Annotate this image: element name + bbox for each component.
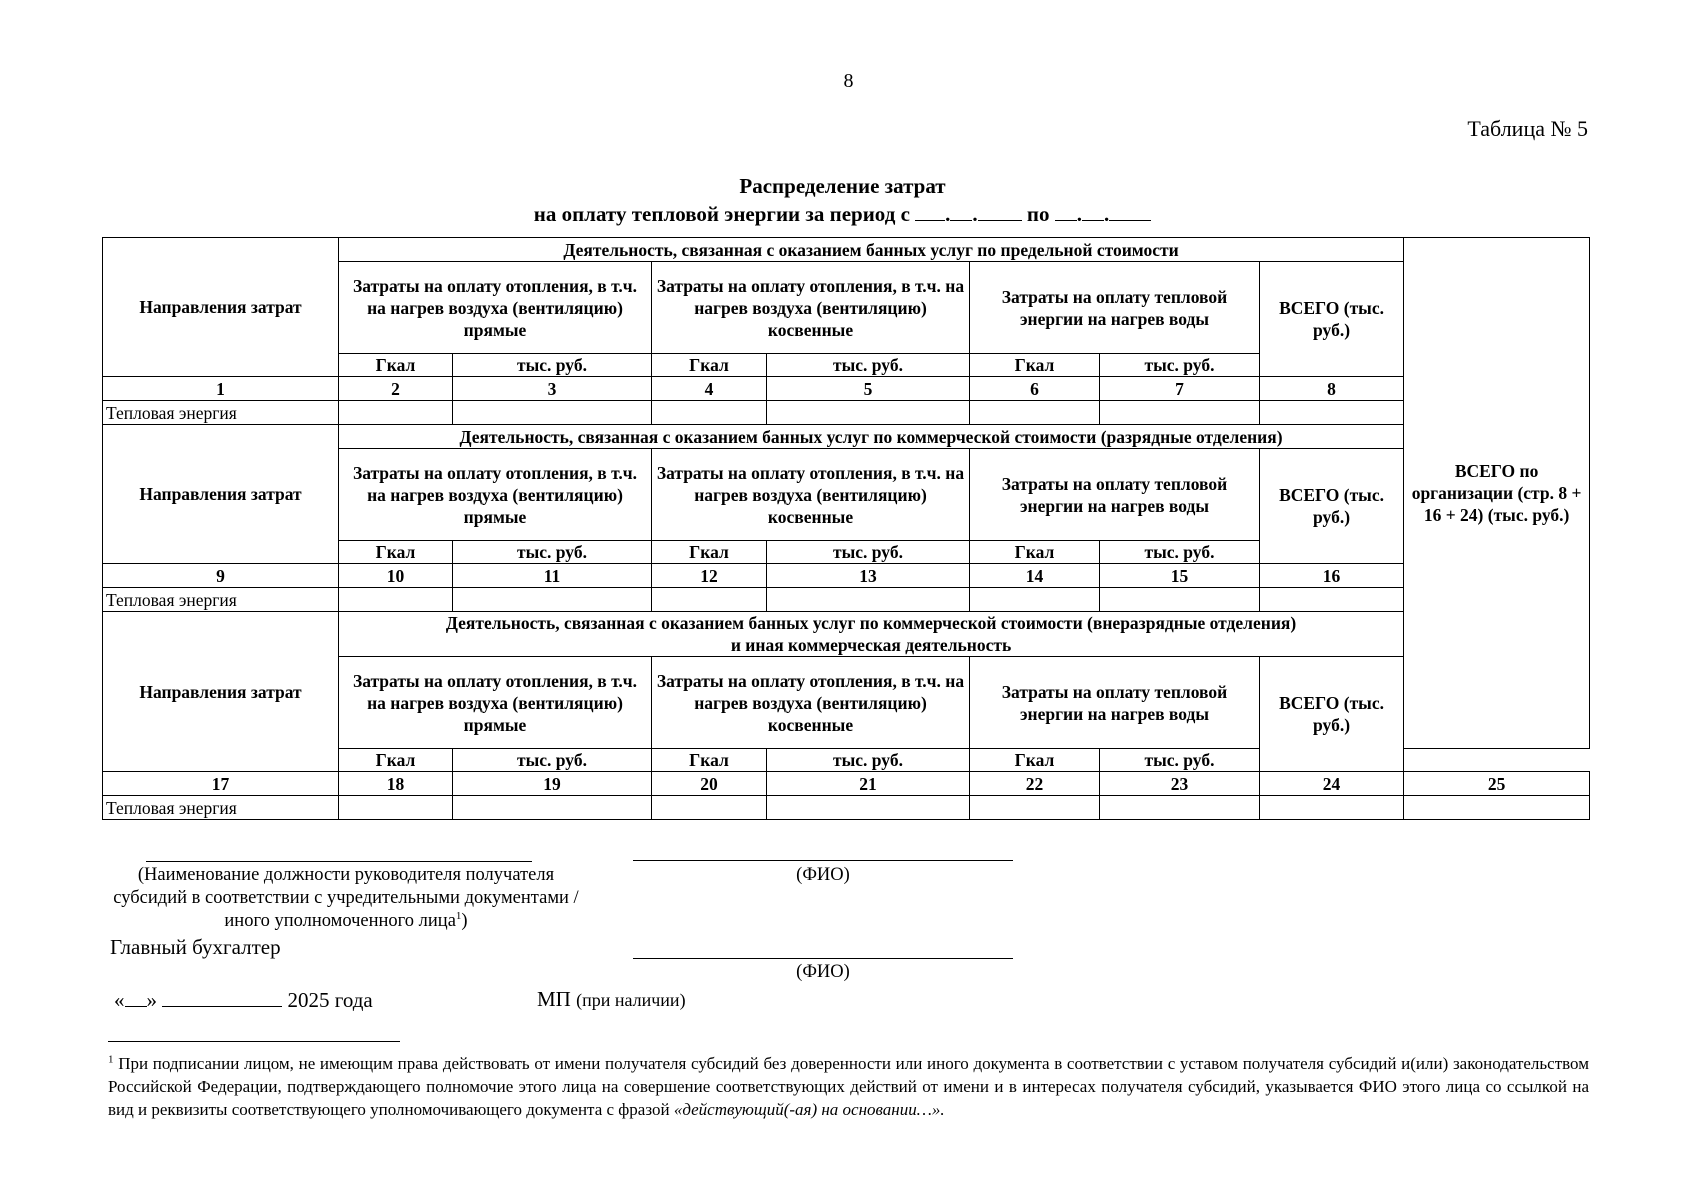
section-2-numbers-row (103, 564, 1590, 588)
section-3-indirect-header: Затраты на оплату отопления, в т.ч. на нагрев воздуха (вентиляцию) косвенные (652, 657, 970, 749)
data-cell[interactable] (339, 401, 453, 425)
unit-rub: тыс. руб. (453, 541, 652, 564)
section-3-heading-row (103, 612, 1590, 657)
data-cell[interactable] (1260, 588, 1404, 612)
data-cell[interactable] (1260, 796, 1404, 820)
unit-rub: тыс. руб. (1100, 354, 1260, 377)
section-2-heading-row (103, 425, 1590, 449)
section-1-data-row (103, 401, 1590, 425)
unit-rub: тыс. руб. (453, 749, 652, 772)
data-cell[interactable] (970, 401, 1100, 425)
unit-gcal: Гкал (970, 354, 1100, 377)
document-title (0, 172, 1685, 228)
unit-gcal: Гкал (970, 541, 1100, 564)
data-cell[interactable] (1100, 588, 1260, 612)
section-1-heading-row (103, 238, 1590, 262)
column-number: 20 (652, 772, 767, 796)
data-cell[interactable] (453, 588, 652, 612)
data-cell[interactable] (453, 401, 652, 425)
column-number: 13 (767, 564, 970, 588)
column-number: 16 (1260, 564, 1404, 588)
section-3-data-row (103, 796, 1590, 820)
data-cell[interactable] (1100, 796, 1260, 820)
accountant-fio-line[interactable] (633, 958, 1013, 959)
date-line (114, 988, 373, 1012)
data-cell[interactable] (970, 588, 1100, 612)
section-3-row-label: Направления затрат (103, 612, 339, 772)
section-2-total-header: ВСЕГО (тыс. руб.) (1260, 449, 1404, 564)
section-1-total-header: ВСЕГО (тыс. руб.) (1260, 262, 1404, 377)
section-2-data-row (103, 588, 1590, 612)
date-quote-open: « (114, 988, 125, 1012)
unit-rub: тыс. руб. (767, 354, 970, 377)
unit-gcal: Гкал (652, 354, 767, 377)
section-1-row-label: Направления затрат (103, 238, 339, 377)
data-cell[interactable] (767, 796, 970, 820)
column-number: 19 (453, 772, 652, 796)
title-line-1: Распределение затрат (739, 174, 946, 198)
data-cell[interactable] (767, 401, 970, 425)
data-row-label: Тепловая энергия (103, 588, 339, 612)
date-from-year-field[interactable] (978, 202, 1022, 221)
grand-total-number: 25 (1404, 772, 1590, 796)
unit-rub: тыс. руб. (453, 354, 652, 377)
column-number: 21 (767, 772, 970, 796)
table-label: Таблица № 5 (1467, 116, 1588, 141)
data-cell[interactable] (652, 401, 767, 425)
unit-rub: тыс. руб. (1100, 541, 1260, 564)
date-year: 2025 года (287, 988, 373, 1012)
unit-rub: тыс. руб. (767, 749, 970, 772)
column-number: 5 (767, 377, 970, 401)
column-number: 23 (1100, 772, 1260, 796)
cost-distribution-table (102, 237, 1590, 820)
column-number: 15 (1100, 564, 1260, 588)
unit-gcal: Гкал (652, 749, 767, 772)
footnote (108, 1052, 1589, 1121)
date-from-day-field[interactable] (915, 202, 945, 221)
date-quote-close: » (146, 988, 157, 1012)
footnote-phrase: «действующий(-ая) на основании…». (673, 1100, 945, 1119)
grand-total-cell[interactable] (1404, 796, 1590, 820)
chief-accountant-label: Главный бухгалтер (110, 935, 281, 959)
data-row-label: Тепловая энергия (103, 796, 339, 820)
column-number: 9 (103, 564, 339, 588)
head-position-line[interactable] (146, 861, 532, 862)
column-number: 18 (339, 772, 453, 796)
column-number: 3 (453, 377, 652, 401)
data-cell[interactable] (1260, 401, 1404, 425)
data-cell[interactable] (339, 588, 453, 612)
section-1-indirect-header: Затраты на оплату отопления, в т.ч. на нагрев воздуха (вентиляцию) косвенные (652, 262, 970, 354)
section-3-numbers-row (103, 772, 1590, 796)
column-number: 14 (970, 564, 1100, 588)
footnote-marker: 1 (108, 1053, 114, 1066)
date-to-day-field[interactable] (1055, 202, 1077, 221)
column-number: 4 (652, 377, 767, 401)
column-number: 11 (453, 564, 652, 588)
data-cell[interactable] (767, 588, 970, 612)
data-cell[interactable] (1100, 401, 1260, 425)
section-2-water-header: Затраты на оплату тепловой энергии на нагрев воды (970, 449, 1260, 541)
head-fio-line[interactable] (633, 860, 1013, 861)
column-number: 1 (103, 377, 339, 401)
section-3-water-header: Затраты на оплату тепловой энергии на нагрев воды (970, 657, 1260, 749)
date-day-field[interactable] (125, 988, 147, 1007)
grand-total-header: ВСЕГО по организации (стр. 8 + 16 + 24) (тыс. руб.) (1404, 238, 1590, 749)
fio-caption-1: (ФИО) (796, 865, 850, 885)
period-prefix: на оплату тепловой энергии за период с (533, 202, 910, 226)
column-number: 7 (1100, 377, 1260, 401)
footnote-text: При подписании лицом, не имеющим права действовать от имени получателя субсидий без доверенности или иного документа в соответствии с уставом получателя субсидий и(или) законодательством Российской Федерации, подтверждающего полномочие этого лица на совершение соответствующих действий от имени и в интересах получателя субсидий, указывается ФИО этого лица со ссылкой на вид и реквизиты соответствующего уполномочивающего документа с фразой (108, 1054, 1589, 1119)
section-2-row-label: Направления затрат (103, 425, 339, 564)
column-number: 12 (652, 564, 767, 588)
column-number: 8 (1260, 377, 1404, 401)
section-1-heading: Деятельность, связанная с оказанием банных услуг по предельной стоимости (339, 238, 1404, 262)
column-number: 24 (1260, 772, 1404, 796)
section-2-heading: Деятельность, связанная с оказанием банных услуг по коммерческой стоимости (разрядные отделения) (339, 425, 1404, 449)
date-to-year-field[interactable] (1109, 202, 1151, 221)
title-line-2: на оплату тепловой энергии за период с . . по . . (0, 200, 1685, 228)
stamp-label: МП (при наличии) (537, 987, 686, 1011)
column-number: 10 (339, 564, 453, 588)
section-3-total-header: ВСЕГО (тыс. руб.) (1260, 657, 1404, 772)
unit-gcal: Гкал (970, 749, 1100, 772)
column-number: 17 (103, 772, 339, 796)
footnote-separator (108, 1041, 400, 1042)
column-number: 22 (970, 772, 1100, 796)
period-to-label: по (1026, 202, 1050, 226)
section-2-indirect-header: Затраты на оплату отопления, в т.ч. на нагрев воздуха (вентиляцию) косвенные (652, 449, 970, 541)
data-row-label: Тепловая энергия (103, 401, 339, 425)
section-1-water-header: Затраты на оплату тепловой энергии на нагрев воды (970, 262, 1260, 354)
unit-rub: тыс. руб. (767, 541, 970, 564)
unit-gcal: Гкал (339, 541, 453, 564)
date-from-month-field[interactable] (950, 202, 972, 221)
section-3-heading: Деятельность, связанная с оказанием банных услуг по коммерческой стоимости (внеразрядные отделения) и иная коммерческая деятельность (339, 612, 1404, 657)
section-3-direct-header: Затраты на оплату отопления, в т.ч. на нагрев воздуха (вентиляцию) прямые (339, 657, 652, 749)
unit-gcal: Гкал (652, 541, 767, 564)
stamp-note: (при наличии) (576, 990, 686, 1010)
data-cell[interactable] (453, 796, 652, 820)
data-cell[interactable] (970, 796, 1100, 820)
section-1-numbers-row (103, 377, 1590, 401)
page-number: 8 (843, 70, 854, 92)
unit-gcal: Гкал (339, 749, 453, 772)
data-cell[interactable] (339, 796, 453, 820)
column-number: 2 (339, 377, 453, 401)
data-cell[interactable] (652, 796, 767, 820)
section-1-direct-header: Затраты на оплату отопления, в т.ч. на нагрев воздуха (вентиляцию) прямые (339, 262, 652, 354)
unit-rub: тыс. руб. (1100, 749, 1260, 772)
unit-gcal: Гкал (339, 354, 453, 377)
section-2-direct-header: Затраты на оплату отопления, в т.ч. на нагрев воздуха (вентиляцию) прямые (339, 449, 652, 541)
date-to-month-field[interactable] (1082, 202, 1104, 221)
column-number: 6 (970, 377, 1100, 401)
head-position-caption: (Наименование должности руководителя получателя субсидий в соответствии с учредительными документами / иного уполномоченного лица$^1$) (113, 865, 579, 931)
fio-caption-2: (ФИО) (796, 962, 850, 982)
data-cell[interactable] (652, 588, 767, 612)
date-month-field[interactable] (162, 988, 282, 1007)
